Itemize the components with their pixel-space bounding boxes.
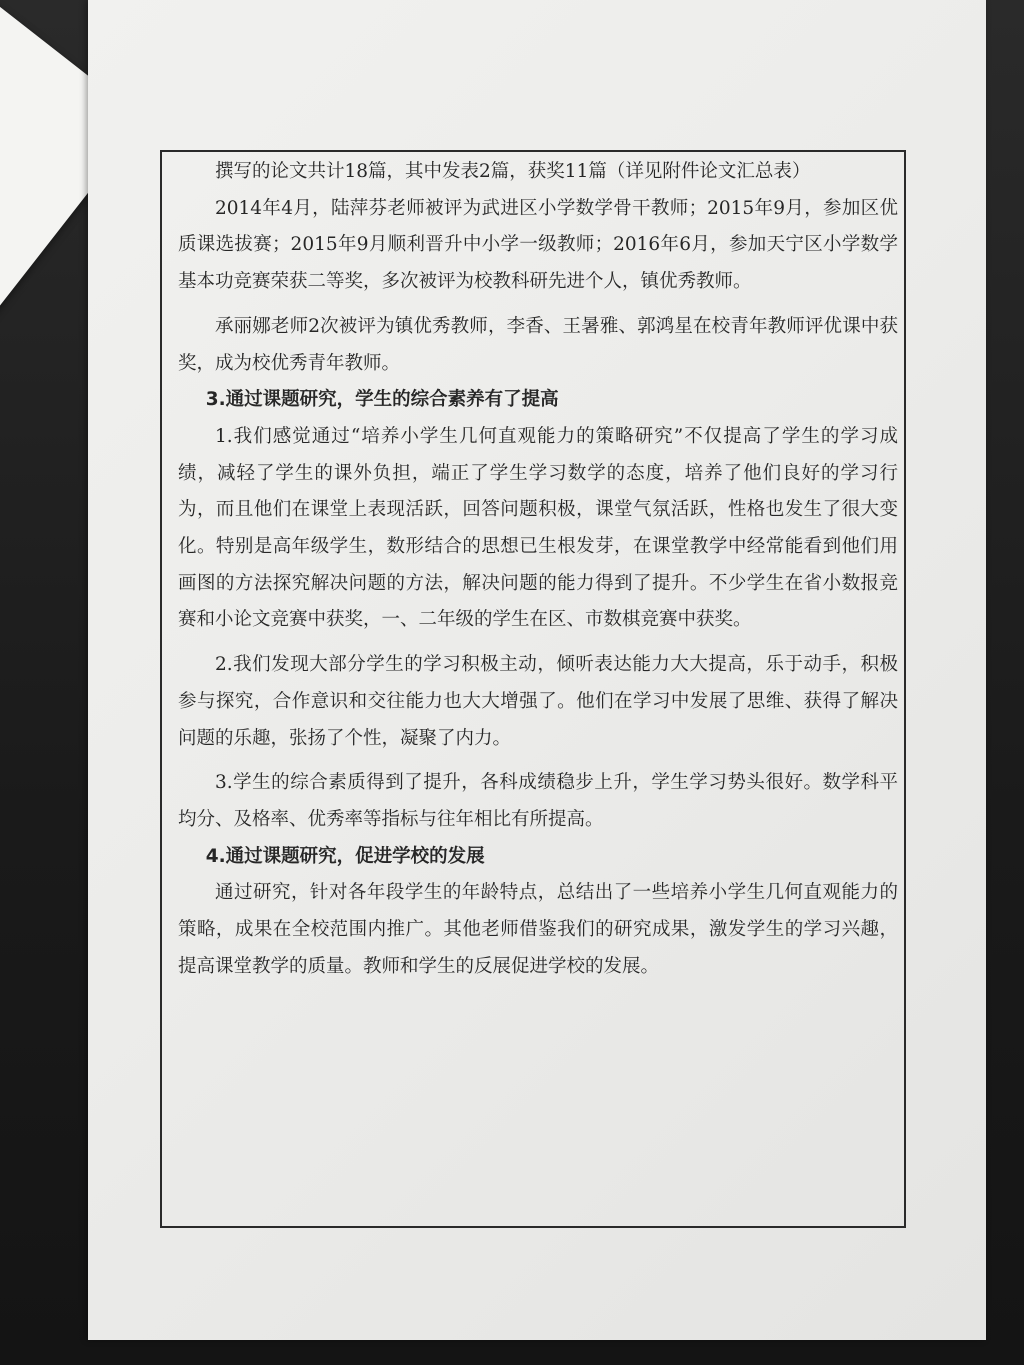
paragraph-item-3: 3.学生的综合素质得到了提升，各科成绩稳步上升，学生学习势头很好。数学科平均分、及格率、优秀率等指标与往年相比有所提高。 bbox=[178, 772, 898, 830]
paragraph-cheng-lina: 承丽娜老师2次被评为镇优秀教师，李香、王暑雅、郭鸿星在校青年教师评优课中获奖，成为校优秀青年教师。 bbox=[178, 315, 898, 374]
section-heading-3: 3.通过课题研究，学生的综合素养有了提高 bbox=[205, 389, 559, 411]
paragraph-papers: 撰写的论文共计18篇，其中发表2篇，获奖11篇（详见附件论文汇总表） bbox=[215, 161, 811, 182]
paragraph-item-1: 1.我们感觉通过“培养小学生几何直观能力的策略研究”不仅提高了学生的学习成绩，减轻了学生的课外负担，端正了学生学习数学的态度，培养了他们良好的学习行为，而且他们在课堂上表现活跃，回答问题积极，课堂气氛活跃，性格也发生了很大变化。特别是高年级学生，数形结合的思想已生根发芽，在课堂教学中经常能看到他们用画图的方法探究解决问题的方法，解决问题的能力得到了提升。不少学生在省小数报竞赛和小论文竞赛中获奖，一、二年级的学生在区、市数棋竞赛中获奖。 bbox=[178, 425, 898, 631]
paragraph-item-2: 2.我们发现大部分学生的学习积极主动，倾听表达能力大大提高，乐于动手，积极参与探究，合作意识和交往能力也大大增强了。他们在学习中发展了思维、获得了解决问题的乐趣，张扬了个性，凝聚了内力。 bbox=[178, 654, 898, 749]
section-heading-4: 4.通过课题研究，促进学校的发展 bbox=[205, 845, 485, 867]
document-page bbox=[88, 0, 986, 1340]
document-body bbox=[178, 154, 898, 985]
paragraph-lu-pingfen: 2014年4月，陆萍芬老师被评为武进区小学数学骨干教师；2015年9月，参加区优质课选拔赛；2015年9月顺利晋升中小学一级教师；2016年6月，参加天宁区小学数学基本功竞赛荣获二等奖，多次被评为校教科研先进个人，镇优秀教师。 bbox=[178, 197, 898, 293]
paragraph-school-development: 通过研究，针对各年段学生的年龄特点，总结出了一些培养小学生几何直观能力的策略，成果在全校范围内推广。其他老师借鉴我们的研究成果，激发学生的学习兴趣，提高课堂教学的质量。教师和学生的反展促进学校的发展。 bbox=[178, 882, 898, 977]
